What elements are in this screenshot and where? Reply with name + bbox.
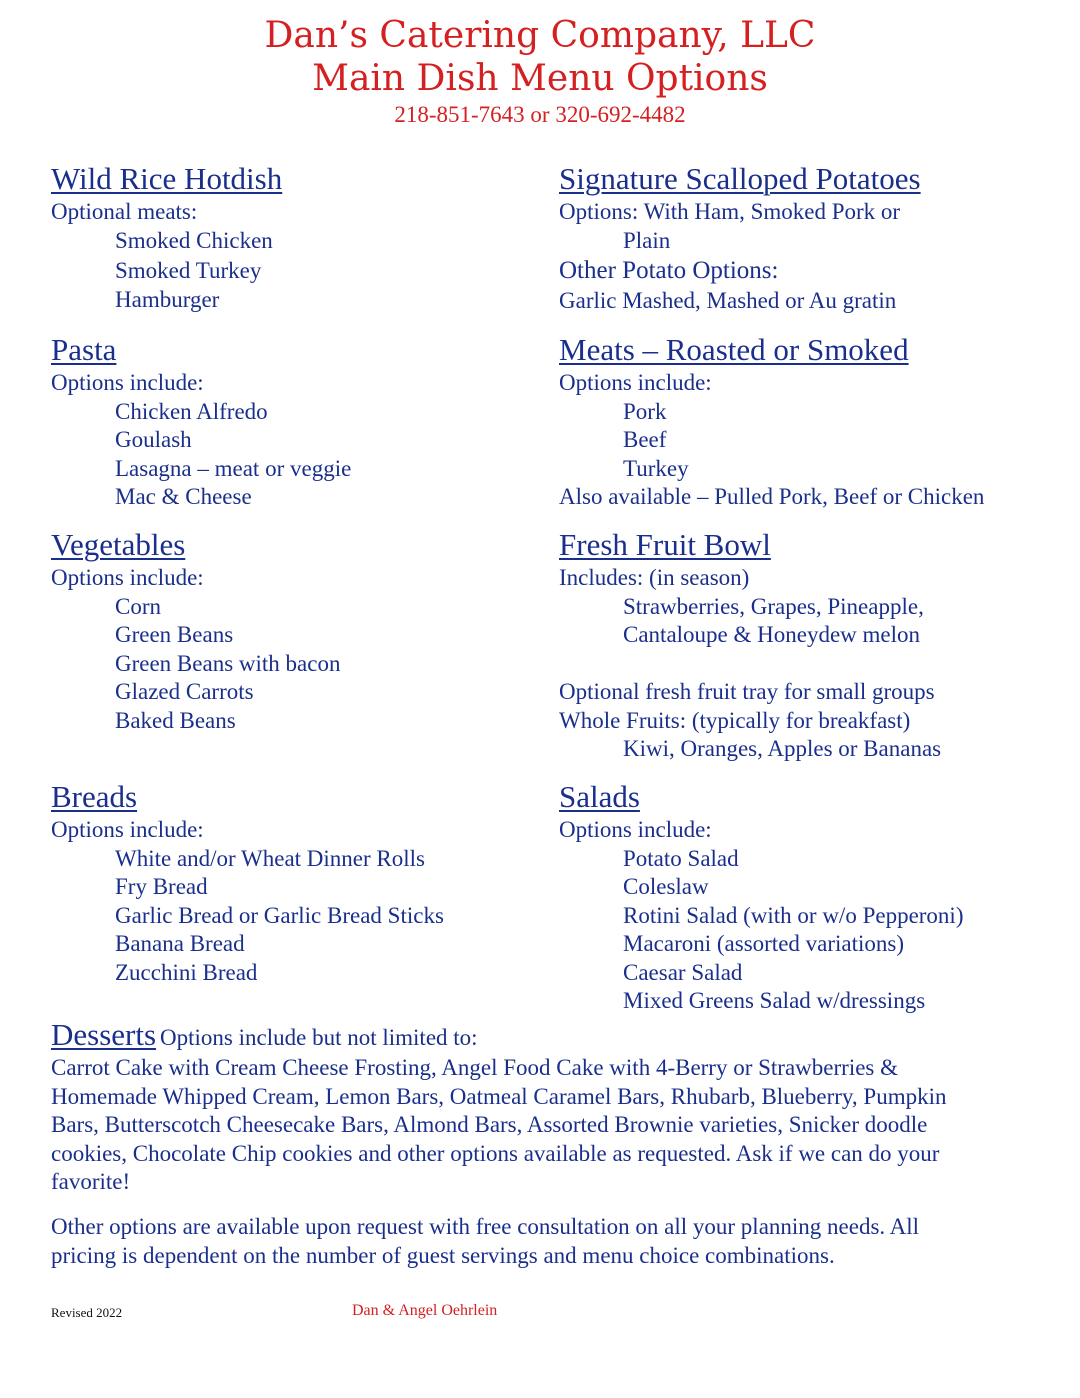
closing-line: Other options are available upon request with free consultation on all your planning needs. All [51, 1214, 920, 1239]
list-item: Turkey [623, 455, 689, 481]
list-item: Pork [623, 398, 667, 424]
section-title: Meats – Roasted or Smoked [559, 332, 909, 367]
list-item: Caesar Salad [623, 959, 743, 985]
dessert-line: Homemade Whipped Cream, Lemon Bars, Oatmeal Caramel Bars, Rhubarb, Blueberry, Pumpkin [51, 1083, 947, 1109]
section-title: Pasta [51, 332, 117, 367]
section-vegetables [51, 526, 531, 735]
section-intro: Includes: (in season) [559, 565, 750, 590]
section-pasta [51, 331, 531, 512]
section-salads [559, 778, 1059, 1016]
list-item: Goulash [115, 427, 192, 452]
list-item: Rotini Salad (with or w/o Pepperoni) [623, 902, 964, 928]
whole-fruits-note: Whole Fruits: (typically for breakfast) [559, 707, 911, 733]
section-title: Wild Rice Hotdish [51, 161, 283, 196]
list-item: Baked Beans [115, 707, 236, 733]
section-intro: Options: With Ham, Smoked Pork or [559, 199, 901, 224]
phone-numbers: 218-851-7643 or 320-692-4482 [394, 102, 686, 127]
fruit-tray-note: Optional fresh fruit tray for small groups [559, 679, 935, 704]
section-intro: Options include but not limited to: [160, 1025, 478, 1050]
list-item: Macaroni (assorted variations) [623, 931, 905, 956]
list-item: Mixed Greens Salad w/dressings [623, 988, 926, 1013]
sub-heading: Other Potato Options: [559, 257, 779, 284]
section-intro: Options include: [559, 370, 712, 395]
section-note: Also available – Pulled Pork, Beef or Chicken [559, 484, 985, 509]
section-intro: Optional meats: [51, 199, 198, 224]
section-intro: Options include: [51, 565, 204, 590]
list-item: Plain [623, 227, 671, 253]
section-scalloped-potatoes [559, 160, 1059, 316]
list-item: Beef [623, 427, 667, 452]
section-wild-rice-hotdish [51, 160, 531, 314]
section-fresh-fruit-bowl [559, 526, 1059, 764]
list-item: Garlic Bread or Garlic Bread Sticks [115, 902, 444, 928]
closing-note [51, 1213, 1041, 1270]
owner-signature: Dan & Angel Oehrlein [352, 1302, 498, 1319]
section-title: Salads [559, 779, 640, 814]
list-item: Garlic Mashed, Mashed or Au gratin [559, 288, 897, 313]
list-item: Strawberries, Grapes, Pineapple, [623, 593, 924, 619]
company-name: Dan’s Catering Company, LLC [264, 15, 816, 56]
section-meats [559, 331, 1059, 512]
list-item: Smoked Turkey [115, 258, 262, 283]
section-intro: Options include: [51, 817, 204, 842]
dessert-line: Bars, Butterscotch Cheesecake Bars, Almond Bars, Assorted Brownie varieties, Snicker doodle [51, 1112, 928, 1138]
section-title: Fresh Fruit Bowl [559, 527, 771, 562]
section-title: Desserts [51, 1017, 157, 1052]
list-item: Glazed Carrots [115, 679, 254, 704]
section-title: Breads [51, 779, 138, 814]
dessert-line: favorite! [51, 1169, 131, 1195]
list-item: Fry Bread [115, 874, 208, 899]
section-title: Signature Scalloped Potatoes [559, 161, 921, 196]
closing-line: pricing is dependent on the number of guest servings and menu choice combinations. [51, 1242, 835, 1268]
list-item: Cantaloupe & Honeydew melon [623, 622, 921, 647]
list-item: Chicken Alfredo [115, 398, 268, 424]
section-intro: Options include: [559, 817, 712, 842]
list-item: Zucchini Bread [115, 959, 258, 985]
list-item: White and/or Wheat Dinner Rolls [115, 845, 425, 871]
list-item: Lasagna – meat or veggie [115, 455, 352, 481]
list-item: Banana Bread [115, 931, 245, 956]
list-item: Kiwi, Oranges, Apples or Bananas [623, 736, 942, 761]
section-breads [51, 778, 531, 987]
dessert-line: Carrot Cake with Cream Cheese Frosting, Angel Food Cake with 4-Berry or Strawberries & [51, 1055, 899, 1080]
revised-date: Revised 2022 [51, 1305, 123, 1320]
section-desserts [51, 1016, 1041, 1197]
list-item: Green Beans [115, 622, 234, 647]
list-item: Green Beans with bacon [115, 650, 341, 676]
list-item: Hamburger [115, 286, 220, 312]
section-intro: Options include: [51, 370, 204, 395]
menu-title: Main Dish Menu Options [312, 58, 768, 99]
header [0, 14, 1080, 130]
list-item: Smoked Chicken [115, 227, 273, 253]
section-title: Vegetables [51, 527, 186, 562]
list-item: Coleslaw [623, 874, 709, 899]
list-item: Mac & Cheese [115, 484, 252, 509]
list-item: Corn [115, 593, 161, 619]
dessert-line: cookies, Chocolate Chip cookies and other options available as requested. Ask if we can do your [51, 1140, 940, 1166]
list-item: Potato Salad [623, 845, 739, 871]
